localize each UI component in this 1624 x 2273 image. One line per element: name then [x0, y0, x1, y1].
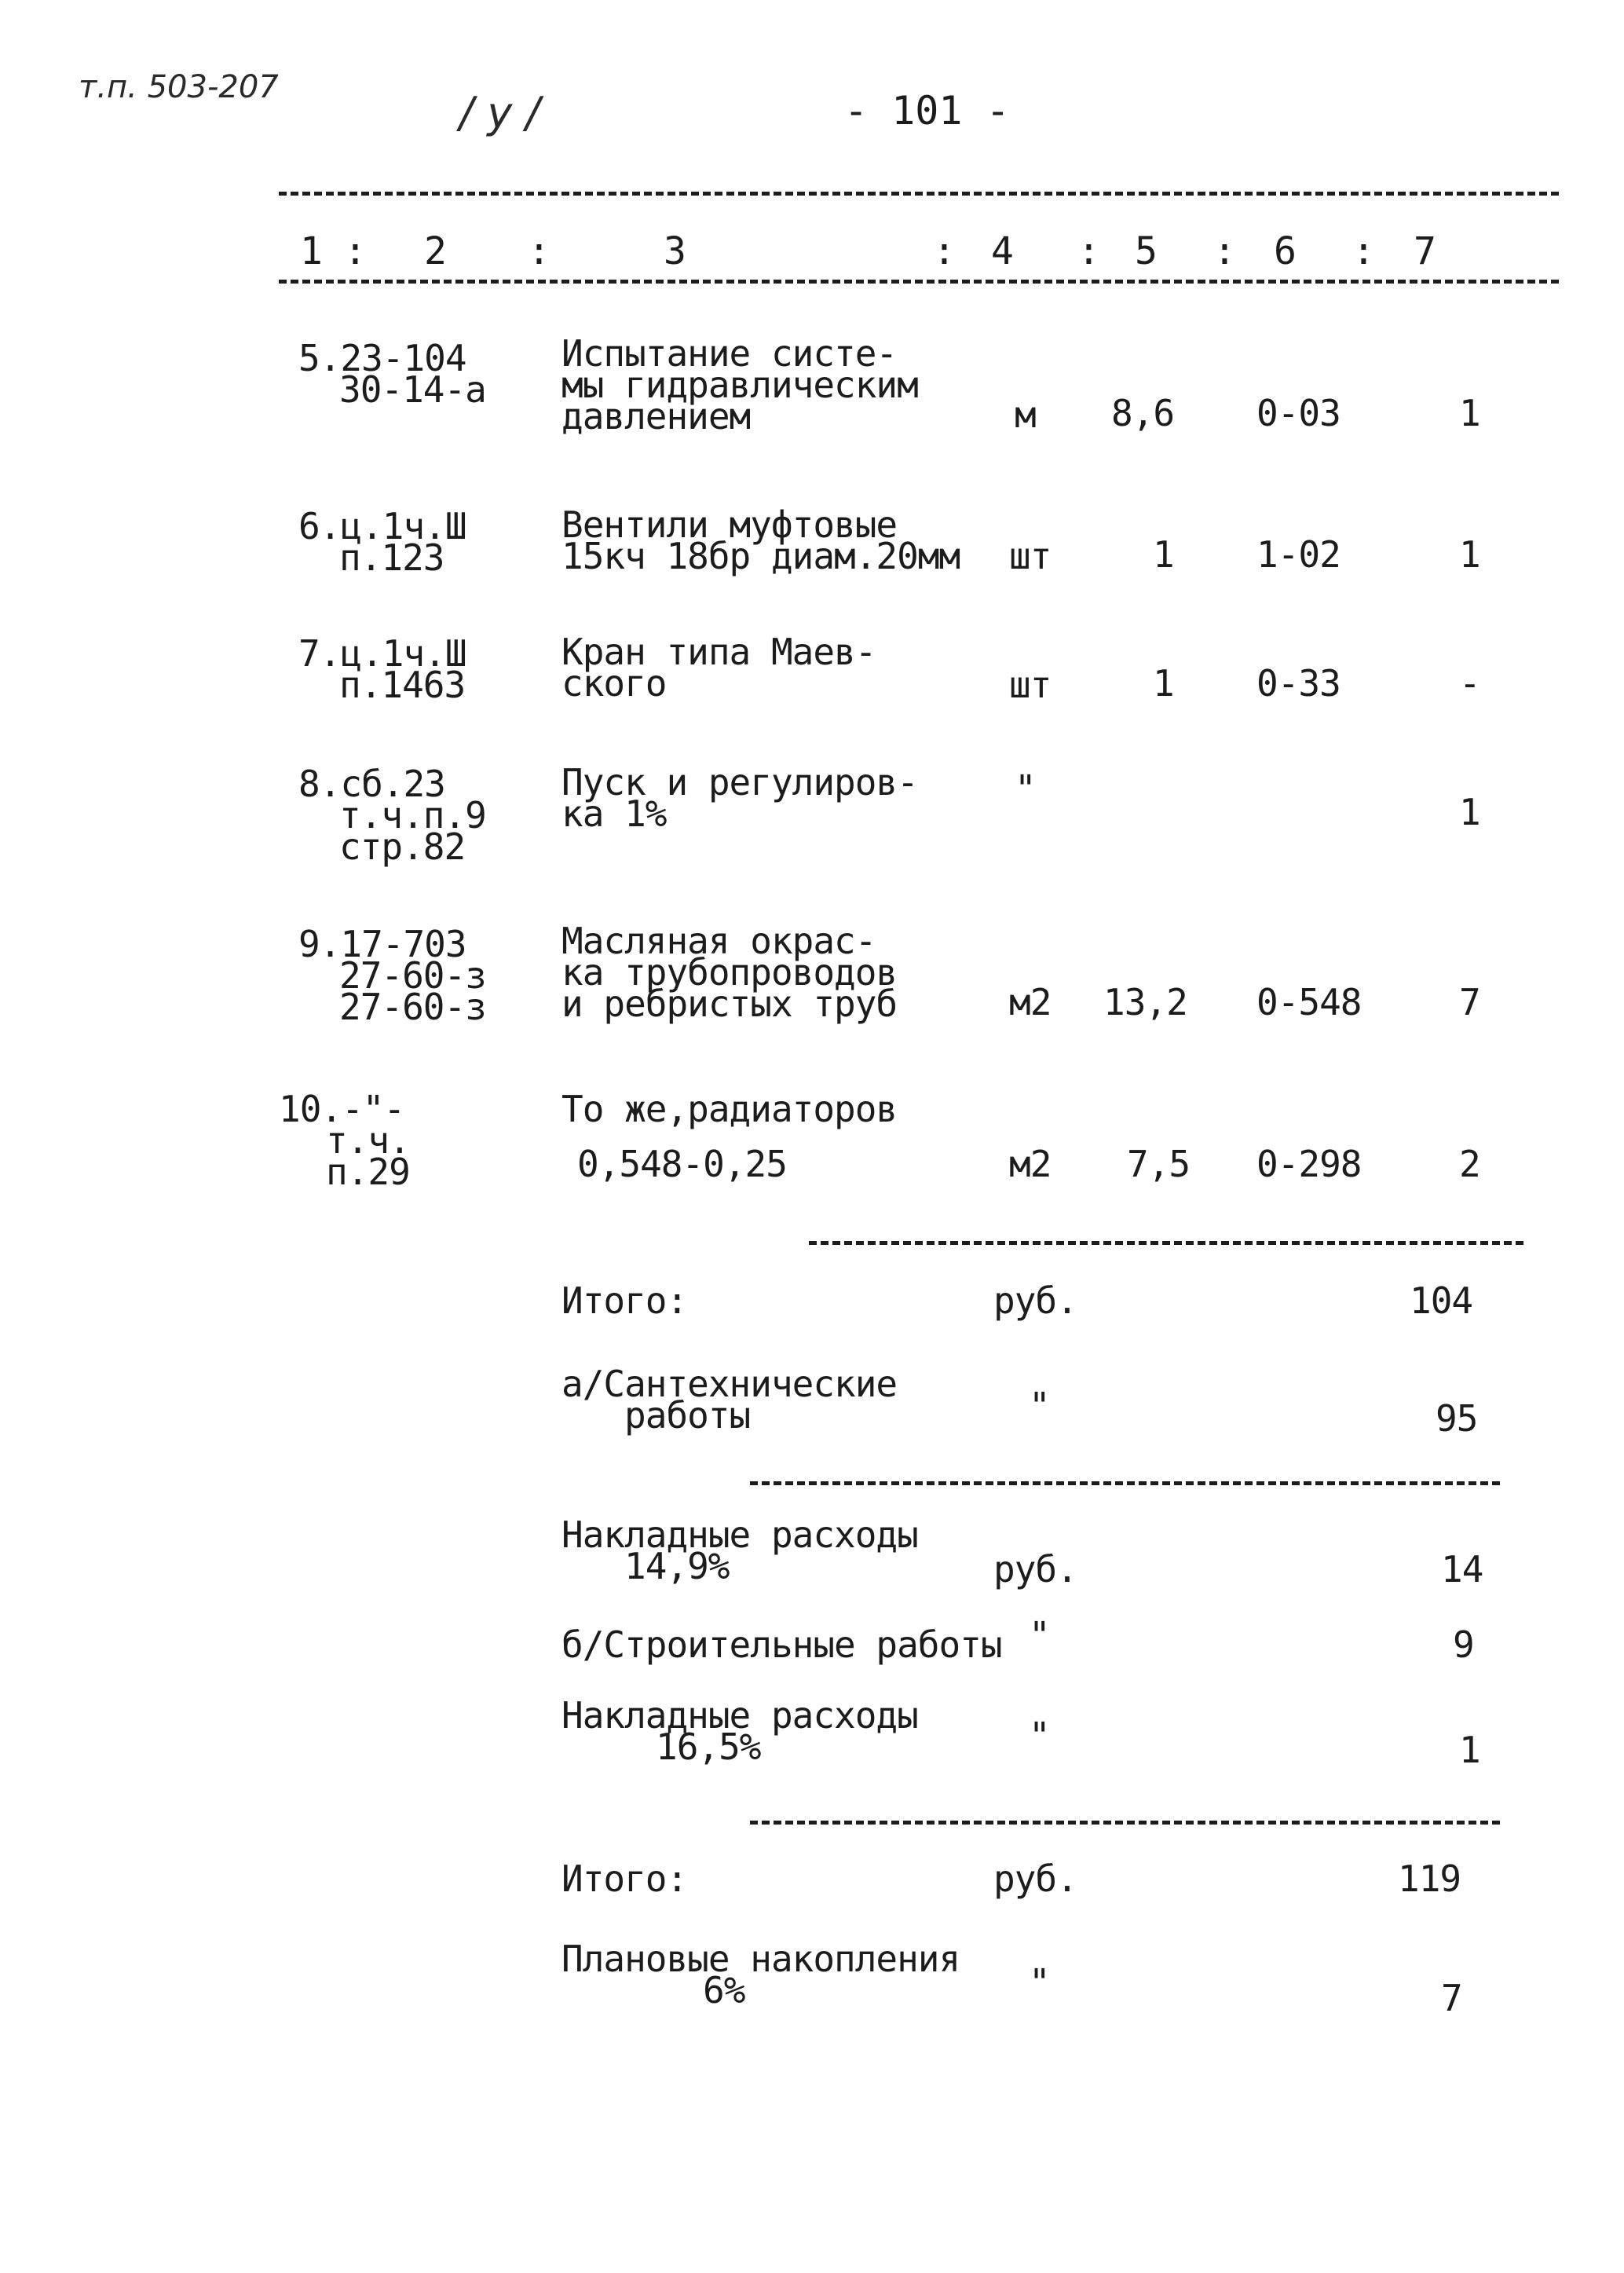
item-name-line: мы гидравлическим	[561, 364, 918, 406]
item-name-line: Масляная окрас-	[561, 920, 876, 962]
item-name-line: То же,радиаторов	[561, 1088, 898, 1130]
summary-rule	[750, 1821, 1500, 1825]
column-header-5: 5	[1135, 229, 1158, 273]
item-unit-price: 0-548	[1256, 981, 1362, 1023]
summary-unit: руб.	[993, 1279, 1077, 1322]
summary-total: 7	[1441, 1977, 1462, 2019]
summary-unit: "	[1029, 1715, 1050, 1757]
page-number: - 101 -	[844, 88, 1010, 134]
summary-label: Итого:	[561, 1279, 688, 1322]
summary-total: 104	[1410, 1279, 1473, 1322]
item-code-line: 7.ц.1ч.Ш	[298, 632, 466, 675]
summary-label	[561, 1514, 918, 1587]
column-header-7: 7	[1414, 229, 1436, 273]
item-code	[298, 505, 466, 579]
summary-label: Итого:	[561, 1858, 688, 1900]
item-name-line: Вентили муфтовые	[561, 503, 898, 546]
item-name-line: 0,548-0,25	[577, 1143, 787, 1185]
item-unit-price: 0-33	[1256, 662, 1341, 705]
item-name-line: 15кч 18бр диам.20мм	[561, 535, 960, 577]
item-unit: шт	[1009, 664, 1052, 706]
item-unit: "	[1015, 767, 1036, 810]
item-name	[561, 631, 876, 705]
item-code-line: 30-14-а	[339, 368, 486, 411]
summary-unit: руб.	[993, 1858, 1077, 1900]
item-code-line: 8.сб.23	[298, 763, 445, 805]
summary-label-line: работы	[624, 1394, 751, 1437]
item-name-line: давлением	[561, 395, 751, 437]
column-header-separator: :	[528, 229, 550, 273]
summary-label-line: 6%	[703, 1969, 745, 2011]
item-name	[561, 1088, 898, 1185]
summary-label-line: Накладные расходы	[561, 1694, 918, 1737]
item-unit: шт	[1009, 535, 1052, 577]
item-unit: м2	[1009, 981, 1052, 1023]
item-code-line: 9.17-703	[298, 923, 466, 965]
item-code	[298, 337, 486, 411]
column-header-6: 6	[1274, 229, 1297, 273]
summary-total: 9	[1453, 1623, 1474, 1666]
item-name-line: Испытание систе-	[561, 332, 898, 375]
item-code	[298, 763, 486, 868]
item-total: -	[1459, 662, 1480, 705]
summary-label	[561, 1363, 898, 1437]
item-code-line: 6.ц.1ч.Ш	[298, 505, 466, 547]
item-unit: м	[1015, 393, 1036, 436]
column-header-separator: :	[1213, 229, 1236, 273]
summary-label-line: Накладные расходы	[561, 1514, 918, 1556]
item-code	[298, 632, 466, 706]
item-total: 1	[1459, 392, 1480, 434]
item-total: 1	[1459, 533, 1480, 576]
summary-rule	[750, 1481, 1500, 1485]
item-name	[561, 332, 918, 437]
item-name-line: ка трубопроводов	[561, 951, 898, 994]
item-name	[561, 761, 918, 835]
item-code	[279, 1088, 410, 1193]
summary-label	[561, 1694, 918, 1768]
summary-unit: "	[1029, 1614, 1050, 1656]
item-code-line: 27-60-з	[339, 986, 486, 1028]
item-name-line: ского	[561, 662, 667, 705]
summary-label	[561, 1938, 960, 2011]
item-total: 2	[1459, 1143, 1480, 1185]
column-header-1: 1	[300, 229, 323, 273]
item-name	[561, 503, 960, 577]
item-total: 1	[1459, 791, 1480, 833]
item-name-line: и ребристых труб	[561, 983, 898, 1025]
header-rule-top	[279, 192, 1559, 196]
item-unit-price: 0-03	[1256, 392, 1341, 434]
item-name-line: Кран типа Маев-	[561, 631, 876, 673]
item-total: 7	[1459, 981, 1480, 1023]
item-name	[561, 920, 898, 1025]
summary-total: 14	[1441, 1548, 1483, 1590]
item-quantity: 1	[1153, 533, 1174, 576]
summary-rule	[809, 1241, 1523, 1245]
column-header-4: 4	[991, 229, 1014, 273]
column-header-separator: :	[1077, 229, 1100, 273]
item-code-line: 10.-"-	[279, 1088, 405, 1130]
summary-unit: руб.	[993, 1548, 1077, 1590]
sheet-mark: / у /	[459, 88, 540, 137]
item-quantity: 1	[1153, 662, 1174, 705]
item-code-line: т.ч.п.9	[339, 794, 486, 836]
summary-label-line: 14,9%	[624, 1545, 730, 1587]
item-unit: м2	[1009, 1143, 1052, 1185]
item-name-line: ка 1%	[561, 792, 667, 835]
summary-unit: "	[1029, 1961, 1050, 2004]
item-code-line: т.ч.	[326, 1119, 410, 1162]
summary-total: 119	[1398, 1858, 1461, 1900]
summary-total: 95	[1436, 1397, 1478, 1440]
item-name-line: Пуск и регулиров-	[561, 761, 918, 803]
column-header-separator: :	[1352, 229, 1375, 273]
item-quantity: 7,5	[1127, 1143, 1191, 1185]
item-quantity: 8,6	[1111, 392, 1175, 434]
summary-label-line: Плановые накопления	[561, 1938, 960, 1980]
header-rule-bottom	[279, 280, 1559, 284]
item-unit-price: 0-298	[1256, 1143, 1362, 1185]
summary-label: б/Строительные работы	[561, 1623, 1002, 1666]
column-header-2: 2	[424, 229, 447, 273]
summary-total: 1	[1459, 1729, 1480, 1771]
item-code-line: п.1463	[339, 664, 466, 706]
summary-label-line: 16,5%	[656, 1726, 761, 1768]
column-header-separator: :	[344, 229, 367, 273]
item-code-line: п.29	[326, 1151, 410, 1193]
item-unit-price: 1-02	[1256, 533, 1341, 576]
summary-unit: "	[1029, 1385, 1050, 1427]
item-code	[298, 923, 486, 1028]
item-code-line: п.123	[339, 536, 444, 579]
column-header-separator: :	[933, 229, 956, 273]
document-reference: т.п. 503-207	[79, 69, 279, 105]
item-code-line: 5.23-104	[298, 337, 466, 379]
item-code-line: стр.82	[339, 825, 466, 868]
item-code-line: 27-60-з	[339, 954, 486, 997]
column-header-3: 3	[664, 229, 686, 273]
summary-label-line: а/Сантехнические	[561, 1363, 898, 1405]
item-quantity: 13,2	[1103, 981, 1187, 1023]
